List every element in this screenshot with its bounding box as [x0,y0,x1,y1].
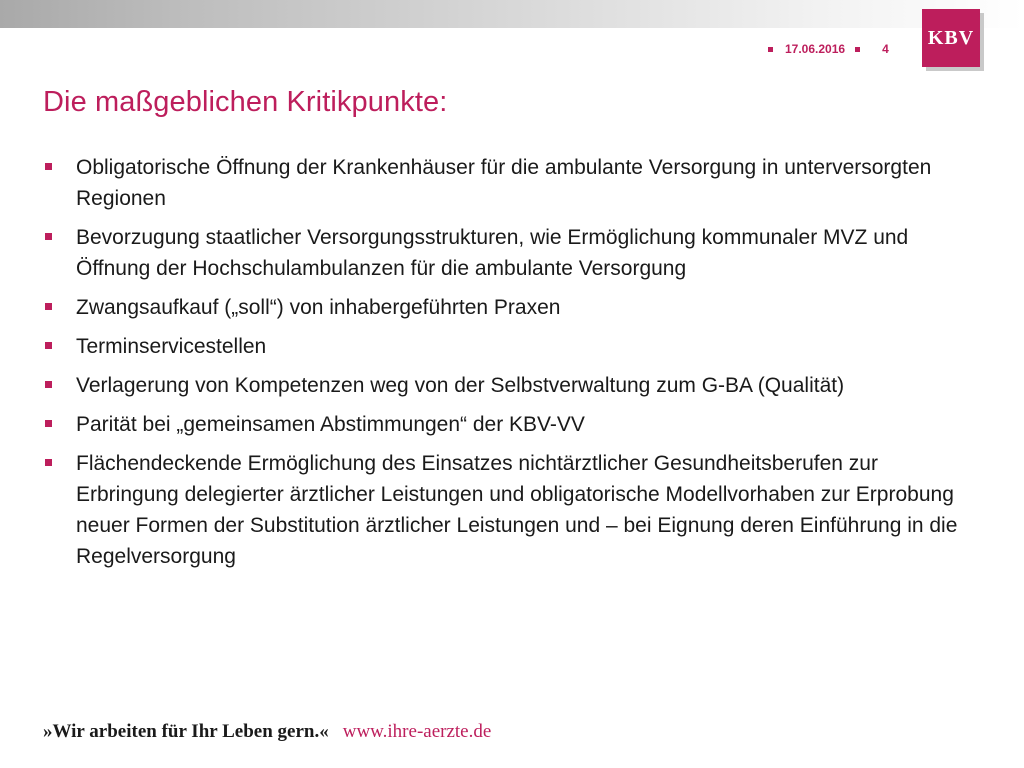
square-bullet-icon [45,342,52,349]
list-item [43,292,983,323]
bullet-text: Zwangsaufkauf („soll“) von inhabergeführten Praxen [76,296,561,319]
footer-website-link[interactable]: www.ihre-aerzte.de [342,721,492,742]
square-bullet-icon [45,303,52,310]
list-item [43,409,983,440]
bullet-text: Verlagerung von Kompetenzen weg von der Selbstverwaltung zum G-BA (Qualität) [76,374,845,397]
footer [43,721,491,743]
list-item [43,331,983,362]
list-item [43,222,983,284]
logo-text: KBV [927,26,975,49]
bullet-list [43,152,983,580]
square-bullet-icon [45,233,52,240]
bullet-text: Parität bei „gemeinsamen Abstimmungen“ der KBV-VV [76,413,585,436]
square-bullet-icon [45,420,52,427]
square-bullet-icon [45,163,52,170]
header-band [0,0,1024,28]
square-bullet-icon [45,381,52,388]
slide-meta [768,41,889,57]
slide-date: 17.06.2016 [785,42,846,56]
bullet-text: Terminservicestellen [76,335,267,358]
page-number: 4 [882,42,889,56]
bullet-text: Flächendeckende Ermöglichung des Einsatzes nichtärztlicher Gesundheitsberufen zur Erbringung delegierter ärztlicher Leistungen und obligatorische Modellvorhaben zur Erprobung neuer Formen der Substitution ärztlicher Leistungen und – bei Eignung deren Einführung in die Regelversorgung [76,452,958,568]
square-bullet-icon [45,459,52,466]
footer-slogan: »Wir arbeiten für Ihr Leben gern.« [43,721,329,742]
list-item [43,152,983,214]
bullet-text: Bevorzugung staatlicher Versorgungsstrukturen, wie Ermöglichung kommunaler MVZ und Öffnung der Hochschulambulanzen für die ambulante Versorgung [76,226,909,280]
bullet-text: Obligatorische Öffnung der Krankenhäuser für die ambulante Versorgung in unterversorgten Regionen [76,156,932,210]
list-item [43,370,983,401]
list-item [43,448,983,572]
kbv-logo [922,9,980,67]
meta-square-icon [855,47,860,52]
slide-title: Die maßgeblichen Kritikpunkte: [43,86,448,118]
meta-square-icon [768,47,773,52]
